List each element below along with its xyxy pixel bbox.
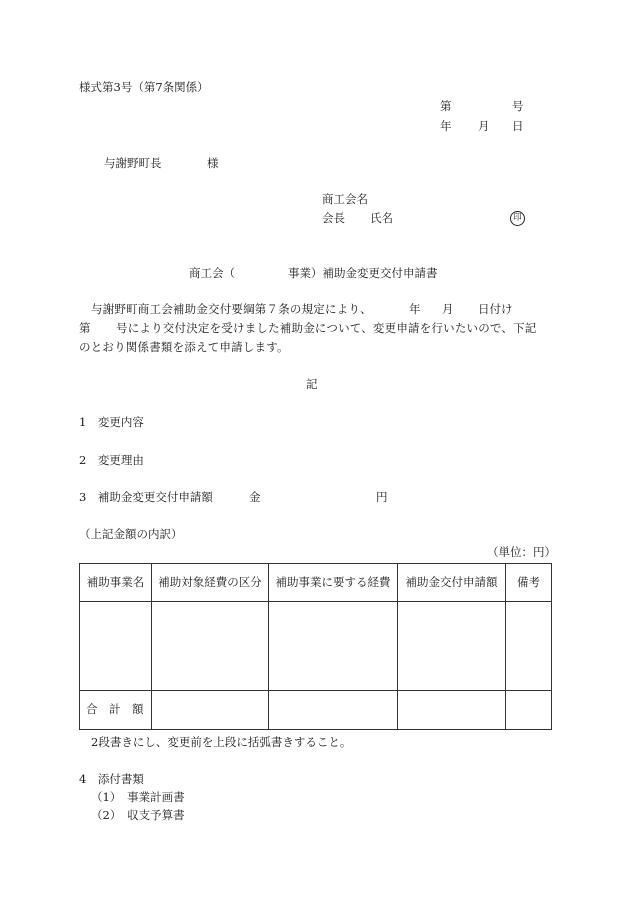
total-label: 合 計 額: [80, 691, 152, 730]
body-line-1: 与謝野町商工会補助金交付要綱第７条の規定により、: [91, 302, 372, 316]
cell-project-cost[interactable]: [269, 602, 398, 691]
doc-number-suffix: 号: [512, 99, 524, 113]
title-suffix: 事業）補助金変更交付申請書: [288, 266, 438, 280]
header-project-name: 補助事業名: [80, 564, 152, 602]
addressee-honorific: 様: [207, 156, 219, 170]
header-project-cost: 補助事業に要する経費: [269, 564, 398, 602]
attachments-heading: 4 添付書類: [79, 772, 144, 786]
total-subsidy-amount[interactable]: [398, 691, 506, 730]
ki-heading: 記: [306, 377, 318, 391]
cell-expense-category[interactable]: [152, 602, 269, 691]
seal-mark: 印: [510, 211, 525, 226]
attachment-item: （1） 事業計画書: [91, 790, 185, 804]
amount-en: 円: [376, 490, 388, 504]
breakdown-caption: （上記金額の内訳）: [79, 527, 183, 541]
table-row: [80, 602, 552, 691]
cell-subsidy-amount[interactable]: [398, 602, 506, 691]
table-note: 2段書きにし、変更前を上段に括弧書きすること。: [91, 735, 352, 749]
item-application-amount: 3 補助金変更交付申請額: [79, 490, 213, 504]
body-month: 月: [442, 302, 454, 316]
header-expense-category: 補助対象経費の区分: [152, 564, 269, 602]
addressee-name: 与謝野町長: [104, 156, 162, 170]
cell-remarks[interactable]: [506, 602, 552, 691]
body-day-ref: 日付け: [478, 302, 513, 316]
form-id: 様式第3号（第7条関係）: [79, 80, 209, 94]
total-expense-category[interactable]: [152, 691, 269, 730]
date-year: 年: [440, 119, 452, 133]
body-line-3: のとおり関係書類を添えて申請します。: [79, 340, 289, 354]
applicant-org-label: 商工会名: [322, 192, 368, 206]
item-change-reason: 2 変更理由: [79, 453, 144, 467]
attachment-item: （2） 収支予算書: [91, 808, 185, 822]
header-subsidy-amount: 補助金交付申請額: [398, 564, 506, 602]
applicant-name-label: 氏名: [370, 211, 393, 225]
date-day: 日: [512, 119, 524, 133]
applicant-title: 会長: [322, 211, 345, 225]
table-total-row: [80, 691, 552, 730]
amount-kin: 金: [249, 490, 261, 504]
breakdown-table: [79, 563, 552, 730]
unit-label: （単位：円）: [487, 545, 556, 559]
cell-project-name[interactable]: [80, 602, 152, 691]
total-project-cost[interactable]: [269, 691, 398, 730]
doc-number-prefix: 第: [440, 99, 452, 113]
table-header-row: [80, 564, 552, 602]
item-change-content: 1 変更内容: [79, 415, 144, 429]
body-line-2-prefix: 第: [79, 321, 91, 335]
title-prefix: 商工会（: [189, 266, 235, 280]
header-remarks: 備考: [506, 564, 552, 602]
body-year: 年: [409, 302, 421, 316]
total-remarks[interactable]: [506, 691, 552, 730]
body-line-2: 号により交付決定を受けました補助金について、変更申請を行いたいので、下記: [116, 321, 537, 335]
date-month: 月: [478, 119, 490, 133]
